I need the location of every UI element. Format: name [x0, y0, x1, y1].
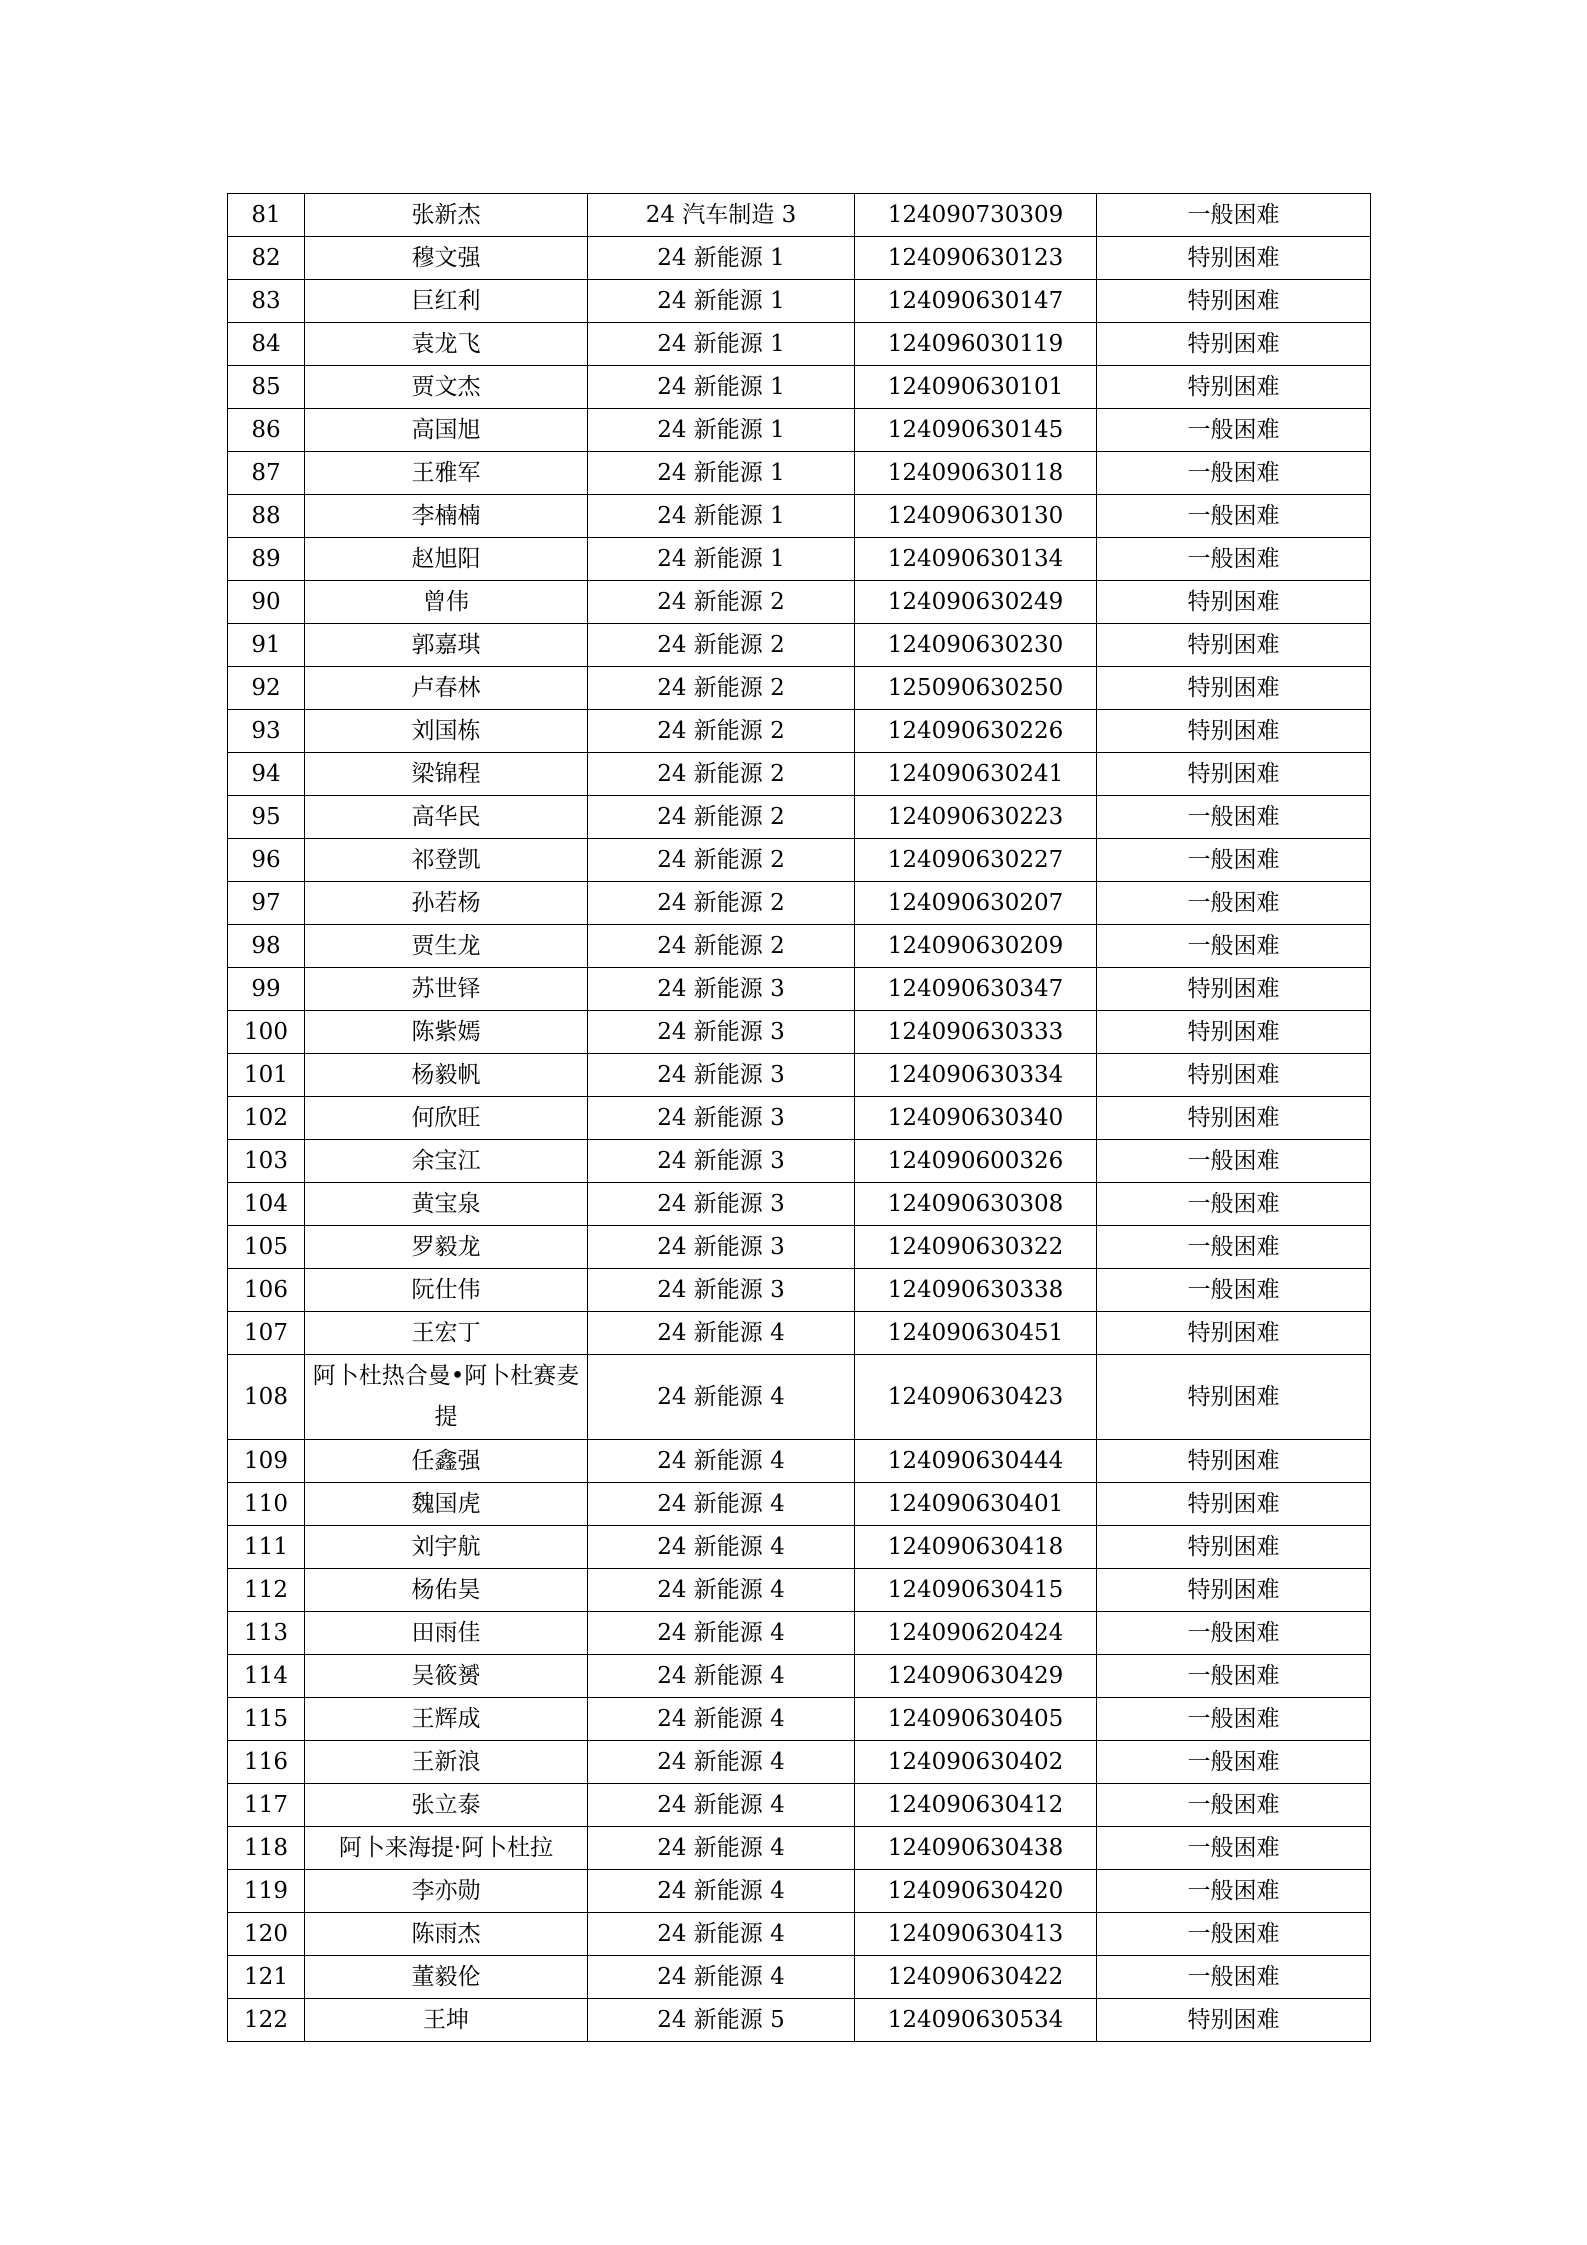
- difficulty-level-cell: 一般困难: [1097, 1913, 1371, 1956]
- student-name-cell: 阿卜来海提·阿卜杜拉: [305, 1827, 588, 1870]
- class-name-cell: 24 新能源 2: [588, 796, 855, 839]
- difficulty-level-cell: 一般困难: [1097, 1183, 1371, 1226]
- table-row: [228, 1913, 1371, 1956]
- difficulty-level-cell: 特别困难: [1097, 1312, 1371, 1355]
- student-name-cell: 张新杰: [305, 194, 588, 237]
- row-number-cell: 116: [228, 1741, 305, 1784]
- table-row: [228, 1784, 1371, 1827]
- student-name-cell: 贾生龙: [305, 925, 588, 968]
- row-number-cell: 104: [228, 1183, 305, 1226]
- table-row: [228, 280, 1371, 323]
- difficulty-level-cell: 特别困难: [1097, 1054, 1371, 1097]
- class-name-cell: 24 新能源 4: [588, 1870, 855, 1913]
- difficulty-level-cell: 特别困难: [1097, 280, 1371, 323]
- table-row: [228, 1483, 1371, 1526]
- row-number-cell: 109: [228, 1440, 305, 1483]
- student-name-cell: 高华民: [305, 796, 588, 839]
- class-name-cell: 24 新能源 2: [588, 710, 855, 753]
- student-name-cell: 刘宇航: [305, 1526, 588, 1569]
- student-id-cell: 124090630118: [855, 452, 1097, 495]
- student-name-cell: 阿卜杜热合曼•阿卜杜赛麦提: [305, 1355, 588, 1440]
- class-name-cell: 24 新能源 1: [588, 409, 855, 452]
- student-name-cell: 李楠楠: [305, 495, 588, 538]
- student-id-cell: 125090630250: [855, 667, 1097, 710]
- student-id-cell: 124090630334: [855, 1054, 1097, 1097]
- row-number-cell: 120: [228, 1913, 305, 1956]
- student-name-cell: 李亦勋: [305, 1870, 588, 1913]
- row-number-cell: 90: [228, 581, 305, 624]
- row-number-cell: 118: [228, 1827, 305, 1870]
- student-name-cell: 曾伟: [305, 581, 588, 624]
- student-name-cell: 穆文强: [305, 237, 588, 280]
- table-row: [228, 1612, 1371, 1655]
- student-id-cell: 124090630134: [855, 538, 1097, 581]
- student-name-cell: 郭嘉琪: [305, 624, 588, 667]
- row-number-cell: 114: [228, 1655, 305, 1698]
- table-body: [228, 194, 1371, 2042]
- table-row: [228, 882, 1371, 925]
- difficulty-level-cell: 特别困难: [1097, 1999, 1371, 2042]
- table-row: [228, 753, 1371, 796]
- table-row: [228, 710, 1371, 753]
- student-id-cell: 124090730309: [855, 194, 1097, 237]
- class-name-cell: 24 新能源 2: [588, 882, 855, 925]
- student-id-cell: 124090630223: [855, 796, 1097, 839]
- row-number-cell: 91: [228, 624, 305, 667]
- student-aid-table: [227, 193, 1371, 2042]
- student-id-cell: 124090630420: [855, 1870, 1097, 1913]
- difficulty-level-cell: 特别困难: [1097, 366, 1371, 409]
- student-name-cell: 罗毅龙: [305, 1226, 588, 1269]
- difficulty-level-cell: 特别困难: [1097, 667, 1371, 710]
- row-number-cell: 95: [228, 796, 305, 839]
- table-row: [228, 1183, 1371, 1226]
- student-name-cell: 苏世铎: [305, 968, 588, 1011]
- class-name-cell: 24 新能源 4: [588, 1440, 855, 1483]
- class-name-cell: 24 新能源 4: [588, 1655, 855, 1698]
- class-name-cell: 24 新能源 1: [588, 452, 855, 495]
- class-name-cell: 24 新能源 1: [588, 495, 855, 538]
- row-number-cell: 99: [228, 968, 305, 1011]
- student-id-cell: 124096030119: [855, 323, 1097, 366]
- difficulty-level-cell: 一般困难: [1097, 1827, 1371, 1870]
- table-row: [228, 1526, 1371, 1569]
- row-number-cell: 94: [228, 753, 305, 796]
- table-row: [228, 1698, 1371, 1741]
- row-number-cell: 88: [228, 495, 305, 538]
- row-number-cell: 96: [228, 839, 305, 882]
- table-row: [228, 237, 1371, 280]
- student-name-cell: 贾文杰: [305, 366, 588, 409]
- class-name-cell: 24 新能源 4: [588, 1355, 855, 1440]
- class-name-cell: 24 新能源 4: [588, 1312, 855, 1355]
- difficulty-level-cell: 一般困难: [1097, 1698, 1371, 1741]
- student-id-cell: 124090630402: [855, 1741, 1097, 1784]
- row-number-cell: 122: [228, 1999, 305, 2042]
- student-name-cell: 杨佑昊: [305, 1569, 588, 1612]
- student-name-cell: 王雅军: [305, 452, 588, 495]
- table-row: [228, 1226, 1371, 1269]
- table-row: [228, 839, 1371, 882]
- row-number-cell: 113: [228, 1612, 305, 1655]
- class-name-cell: 24 新能源 3: [588, 1269, 855, 1312]
- student-id-cell: 124090630333: [855, 1011, 1097, 1054]
- difficulty-level-cell: 一般困难: [1097, 839, 1371, 882]
- difficulty-level-cell: 特别困难: [1097, 1440, 1371, 1483]
- table-row: [228, 194, 1371, 237]
- difficulty-level-cell: 一般困难: [1097, 1226, 1371, 1269]
- class-name-cell: 24 新能源 4: [588, 1698, 855, 1741]
- student-id-cell: 124090630322: [855, 1226, 1097, 1269]
- row-number-cell: 119: [228, 1870, 305, 1913]
- row-number-cell: 102: [228, 1097, 305, 1140]
- student-id-cell: 124090630147: [855, 280, 1097, 323]
- student-id-cell: 124090630534: [855, 1999, 1097, 2042]
- row-number-cell: 103: [228, 1140, 305, 1183]
- difficulty-level-cell: 特别困难: [1097, 1526, 1371, 1569]
- row-number-cell: 117: [228, 1784, 305, 1827]
- student-id-cell: 124090630438: [855, 1827, 1097, 1870]
- row-number-cell: 83: [228, 280, 305, 323]
- difficulty-level-cell: 一般困难: [1097, 1612, 1371, 1655]
- student-id-cell: 124090630340: [855, 1097, 1097, 1140]
- difficulty-level-cell: 特别困难: [1097, 968, 1371, 1011]
- class-name-cell: 24 新能源 3: [588, 1183, 855, 1226]
- class-name-cell: 24 新能源 4: [588, 1526, 855, 1569]
- class-name-cell: 24 新能源 4: [588, 1612, 855, 1655]
- student-name-cell: 何欣旺: [305, 1097, 588, 1140]
- difficulty-level-cell: 一般困难: [1097, 1956, 1371, 1999]
- student-id-cell: 124090630227: [855, 839, 1097, 882]
- table-row: [228, 1999, 1371, 2042]
- student-name-cell: 王新浪: [305, 1741, 588, 1784]
- table-row: [228, 1440, 1371, 1483]
- row-number-cell: 97: [228, 882, 305, 925]
- difficulty-level-cell: 特别困难: [1097, 581, 1371, 624]
- difficulty-level-cell: 特别困难: [1097, 1483, 1371, 1526]
- student-id-cell: 124090630145: [855, 409, 1097, 452]
- difficulty-level-cell: 一般困难: [1097, 1655, 1371, 1698]
- student-name-cell: 杨毅帆: [305, 1054, 588, 1097]
- table-row: [228, 1054, 1371, 1097]
- class-name-cell: 24 新能源 3: [588, 1226, 855, 1269]
- table-row: [228, 323, 1371, 366]
- student-name-cell: 高国旭: [305, 409, 588, 452]
- student-id-cell: 124090630338: [855, 1269, 1097, 1312]
- class-name-cell: 24 新能源 3: [588, 1054, 855, 1097]
- class-name-cell: 24 新能源 3: [588, 1011, 855, 1054]
- table-row: [228, 968, 1371, 1011]
- row-number-cell: 93: [228, 710, 305, 753]
- difficulty-level-cell: 特别困难: [1097, 237, 1371, 280]
- table-row: [228, 1011, 1371, 1054]
- class-name-cell: 24 新能源 3: [588, 1097, 855, 1140]
- student-id-cell: 124090630249: [855, 581, 1097, 624]
- student-name-cell: 阮仕伟: [305, 1269, 588, 1312]
- student-id-cell: 124090630207: [855, 882, 1097, 925]
- student-id-cell: 124090630101: [855, 366, 1097, 409]
- difficulty-level-cell: 一般困难: [1097, 1741, 1371, 1784]
- row-number-cell: 108: [228, 1355, 305, 1440]
- difficulty-level-cell: 一般困难: [1097, 194, 1371, 237]
- difficulty-level-cell: 特别困难: [1097, 1569, 1371, 1612]
- class-name-cell: 24 新能源 4: [588, 1956, 855, 1999]
- table-row: [228, 1355, 1371, 1440]
- row-number-cell: 121: [228, 1956, 305, 1999]
- student-name-cell: 王辉成: [305, 1698, 588, 1741]
- difficulty-level-cell: 一般困难: [1097, 882, 1371, 925]
- row-number-cell: 92: [228, 667, 305, 710]
- class-name-cell: 24 新能源 2: [588, 624, 855, 667]
- class-name-cell: 24 新能源 1: [588, 280, 855, 323]
- difficulty-level-cell: 特别困难: [1097, 624, 1371, 667]
- student-id-cell: 124090630422: [855, 1956, 1097, 1999]
- row-number-cell: 87: [228, 452, 305, 495]
- row-number-cell: 105: [228, 1226, 305, 1269]
- row-number-cell: 115: [228, 1698, 305, 1741]
- row-number-cell: 101: [228, 1054, 305, 1097]
- difficulty-level-cell: 特别困难: [1097, 1355, 1371, 1440]
- difficulty-level-cell: 一般困难: [1097, 1784, 1371, 1827]
- student-name-cell: 巨红利: [305, 280, 588, 323]
- difficulty-level-cell: 一般困难: [1097, 796, 1371, 839]
- class-name-cell: 24 新能源 2: [588, 753, 855, 796]
- student-id-cell: 124090600326: [855, 1140, 1097, 1183]
- class-name-cell: 24 新能源 1: [588, 366, 855, 409]
- table-row: [228, 1741, 1371, 1784]
- table-row: [228, 1956, 1371, 1999]
- difficulty-level-cell: 一般困难: [1097, 409, 1371, 452]
- class-name-cell: 24 新能源 5: [588, 1999, 855, 2042]
- table-row: [228, 1140, 1371, 1183]
- table-row: [228, 1827, 1371, 1870]
- student-id-cell: 124090630241: [855, 753, 1097, 796]
- class-name-cell: 24 新能源 2: [588, 667, 855, 710]
- difficulty-level-cell: 一般困难: [1097, 1140, 1371, 1183]
- student-id-cell: 124090630401: [855, 1483, 1097, 1526]
- row-number-cell: 111: [228, 1526, 305, 1569]
- student-id-cell: 124090630418: [855, 1526, 1097, 1569]
- table-row: [228, 366, 1371, 409]
- row-number-cell: 84: [228, 323, 305, 366]
- difficulty-level-cell: 一般困难: [1097, 538, 1371, 581]
- difficulty-level-cell: 特别困难: [1097, 1097, 1371, 1140]
- difficulty-level-cell: 一般困难: [1097, 925, 1371, 968]
- student-name-cell: 陈紫嫣: [305, 1011, 588, 1054]
- row-number-cell: 82: [228, 237, 305, 280]
- difficulty-level-cell: 特别困难: [1097, 1011, 1371, 1054]
- table-row: [228, 925, 1371, 968]
- student-name-cell: 魏国虎: [305, 1483, 588, 1526]
- student-id-cell: 124090630123: [855, 237, 1097, 280]
- table-row: [228, 796, 1371, 839]
- table-row: [228, 538, 1371, 581]
- row-number-cell: 81: [228, 194, 305, 237]
- table-row: [228, 452, 1371, 495]
- student-id-cell: 124090630308: [855, 1183, 1097, 1226]
- student-id-cell: 124090630226: [855, 710, 1097, 753]
- class-name-cell: 24 新能源 2: [588, 839, 855, 882]
- table-row: [228, 495, 1371, 538]
- student-id-cell: 124090630130: [855, 495, 1097, 538]
- student-name-cell: 赵旭阳: [305, 538, 588, 581]
- student-name-cell: 王坤: [305, 1999, 588, 2042]
- class-name-cell: 24 新能源 4: [588, 1483, 855, 1526]
- class-name-cell: 24 新能源 2: [588, 925, 855, 968]
- table-row: [228, 409, 1371, 452]
- student-id-cell: 124090630415: [855, 1569, 1097, 1612]
- student-id-cell: 124090630412: [855, 1784, 1097, 1827]
- student-id-cell: 124090630209: [855, 925, 1097, 968]
- table-row: [228, 1569, 1371, 1612]
- student-id-cell: 124090630451: [855, 1312, 1097, 1355]
- student-name-cell: 余宝江: [305, 1140, 588, 1183]
- student-name-cell: 卢春林: [305, 667, 588, 710]
- student-name-cell: 吴筱赟: [305, 1655, 588, 1698]
- class-name-cell: 24 新能源 4: [588, 1741, 855, 1784]
- student-id-cell: 124090630405: [855, 1698, 1097, 1741]
- student-id-cell: 124090630429: [855, 1655, 1097, 1698]
- student-name-cell: 张立泰: [305, 1784, 588, 1827]
- student-name-cell: 王宏丁: [305, 1312, 588, 1355]
- class-name-cell: 24 新能源 4: [588, 1784, 855, 1827]
- class-name-cell: 24 汽车制造 3: [588, 194, 855, 237]
- student-name-cell: 任鑫强: [305, 1440, 588, 1483]
- row-number-cell: 85: [228, 366, 305, 409]
- class-name-cell: 24 新能源 4: [588, 1569, 855, 1612]
- row-number-cell: 86: [228, 409, 305, 452]
- student-id-cell: 124090630347: [855, 968, 1097, 1011]
- table-row: [228, 581, 1371, 624]
- difficulty-level-cell: 一般困难: [1097, 452, 1371, 495]
- student-id-cell: 124090630230: [855, 624, 1097, 667]
- row-number-cell: 98: [228, 925, 305, 968]
- class-name-cell: 24 新能源 3: [588, 968, 855, 1011]
- class-name-cell: 24 新能源 2: [588, 581, 855, 624]
- class-name-cell: 24 新能源 1: [588, 323, 855, 366]
- student-id-cell: 124090630413: [855, 1913, 1097, 1956]
- difficulty-level-cell: 一般困难: [1097, 495, 1371, 538]
- table-row: [228, 1312, 1371, 1355]
- student-id-cell: 124090620424: [855, 1612, 1097, 1655]
- difficulty-level-cell: 一般困难: [1097, 1870, 1371, 1913]
- student-name-cell: 董毅伦: [305, 1956, 588, 1999]
- class-name-cell: 24 新能源 4: [588, 1827, 855, 1870]
- table-row: [228, 667, 1371, 710]
- student-name-cell: 刘国栋: [305, 710, 588, 753]
- student-name-cell: 祁登凯: [305, 839, 588, 882]
- class-name-cell: 24 新能源 1: [588, 538, 855, 581]
- table-row: [228, 1655, 1371, 1698]
- student-name-cell: 袁龙飞: [305, 323, 588, 366]
- table-row: [228, 1269, 1371, 1312]
- class-name-cell: 24 新能源 3: [588, 1140, 855, 1183]
- row-number-cell: 110: [228, 1483, 305, 1526]
- table-row: [228, 1097, 1371, 1140]
- row-number-cell: 89: [228, 538, 305, 581]
- table-row: [228, 1870, 1371, 1913]
- difficulty-level-cell: 一般困难: [1097, 1269, 1371, 1312]
- row-number-cell: 100: [228, 1011, 305, 1054]
- difficulty-level-cell: 特别困难: [1097, 710, 1371, 753]
- class-name-cell: 24 新能源 1: [588, 237, 855, 280]
- student-id-cell: 124090630444: [855, 1440, 1097, 1483]
- student-name-cell: 黄宝泉: [305, 1183, 588, 1226]
- difficulty-level-cell: 特别困难: [1097, 753, 1371, 796]
- student-name-cell: 孙若杨: [305, 882, 588, 925]
- student-name-cell: 梁锦程: [305, 753, 588, 796]
- student-name-cell: 田雨佳: [305, 1612, 588, 1655]
- difficulty-level-cell: 特别困难: [1097, 323, 1371, 366]
- table-row: [228, 624, 1371, 667]
- student-name-cell: 陈雨杰: [305, 1913, 588, 1956]
- row-number-cell: 112: [228, 1569, 305, 1612]
- row-number-cell: 107: [228, 1312, 305, 1355]
- row-number-cell: 106: [228, 1269, 305, 1312]
- student-id-cell: 124090630423: [855, 1355, 1097, 1440]
- class-name-cell: 24 新能源 4: [588, 1913, 855, 1956]
